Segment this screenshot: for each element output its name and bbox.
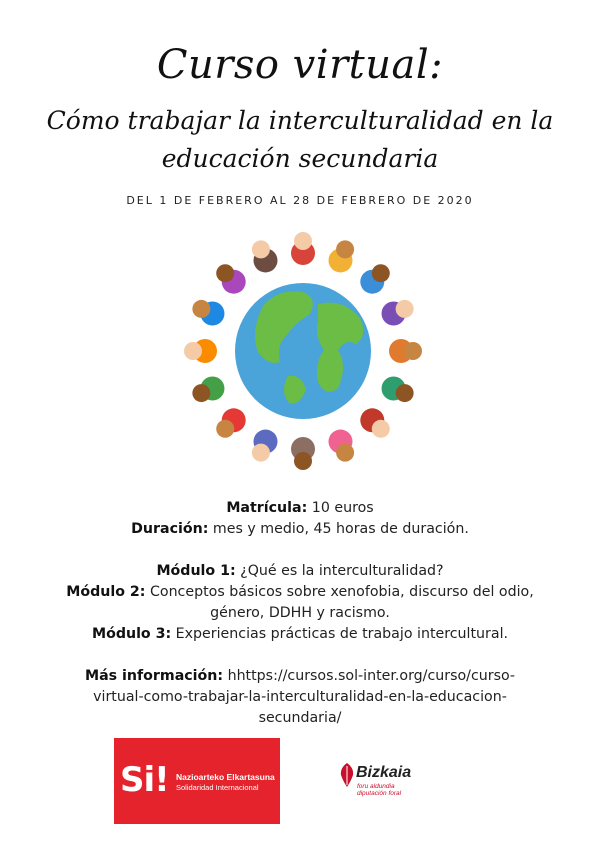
bizkaia-wordmark: Bizkaia (356, 764, 412, 781)
child-figure (382, 377, 414, 403)
modulo3-label: Módulo 3: (91, 626, 172, 642)
child-figure (216, 264, 245, 293)
modulo1-value: ¿Qué es la interculturalidad? (235, 563, 444, 579)
sol-logo-line-1: Nazioarteko Elkartasuna (176, 772, 275, 782)
child-figure (329, 430, 355, 462)
globe-svg (178, 226, 428, 476)
child-figure (389, 339, 422, 363)
solidaridad-internacional-logo (114, 738, 280, 824)
child-figure (192, 377, 224, 403)
bizkaia-tagline (357, 783, 401, 797)
child-figure (329, 240, 355, 272)
bizkaia-leaf-icon (338, 762, 356, 788)
modulo1-line (40, 561, 560, 582)
child-figure (192, 300, 224, 326)
modulo1-label: Módulo 1: (156, 563, 236, 579)
course-subtitle (40, 102, 560, 178)
mas-info-label: Más información: (84, 668, 224, 684)
child-figure (291, 437, 315, 470)
mas-info-url-3[interactable]: secundaria/ (258, 710, 342, 726)
child-figure (382, 300, 414, 326)
modulo2-label: Módulo 2: (66, 584, 146, 600)
modulo3-value: Experiencias prácticas de trabajo intercultural. (171, 626, 509, 642)
child-figure (216, 408, 245, 437)
matricula-label: Matrícula: (226, 500, 308, 516)
child-figure (360, 408, 389, 437)
course-title: Curso virtual: (156, 42, 444, 88)
bizkaia-tag-2: diputación foral (357, 790, 402, 797)
modulo2-value-1: Conceptos básicos sobre xenofobia, discurso del odio, (145, 584, 534, 600)
child-figure (252, 240, 278, 272)
duracion-value: mes y medio, 45 horas de duración. (208, 521, 469, 537)
modulo2-line-2: género, DDHH y racismo. (210, 605, 390, 621)
children-around-globe-illustration (178, 226, 428, 476)
subtitle-line-1: Cómo trabajar la interculturalidad en la (46, 106, 554, 135)
child-figure (184, 339, 217, 363)
mas-info-line (40, 666, 560, 687)
duracion-line (40, 519, 560, 540)
bizkaia-tag-1: foru aldundia (357, 783, 395, 790)
duracion-label: Duración: (131, 521, 209, 537)
subtitle-line-2: educación secundaria (161, 144, 439, 173)
child-figure (291, 232, 315, 265)
matricula-value: 10 euros (307, 500, 374, 516)
modulo3-line (40, 624, 560, 645)
child-figure (252, 430, 278, 462)
mas-info-url-1[interactable]: hhttps://cursos.sol-inter.org/curso/curso- (223, 668, 516, 684)
matricula-line (40, 498, 560, 519)
si-logo-mark: Si! (120, 760, 169, 800)
course-info (40, 498, 560, 729)
sol-logo-line-2: Solidaridad Internacional (176, 783, 259, 792)
modulo2-line (40, 582, 560, 603)
bizkaia-logo (338, 760, 438, 800)
course-dates: DEL 1 DE FEBRERO AL 28 DE FEBRERO DE 2020 (126, 194, 474, 207)
child-figure (360, 264, 389, 293)
mas-info-url-2[interactable]: virtual-como-trabajar-la-interculturalidad-en-la-educacion- (93, 689, 507, 705)
